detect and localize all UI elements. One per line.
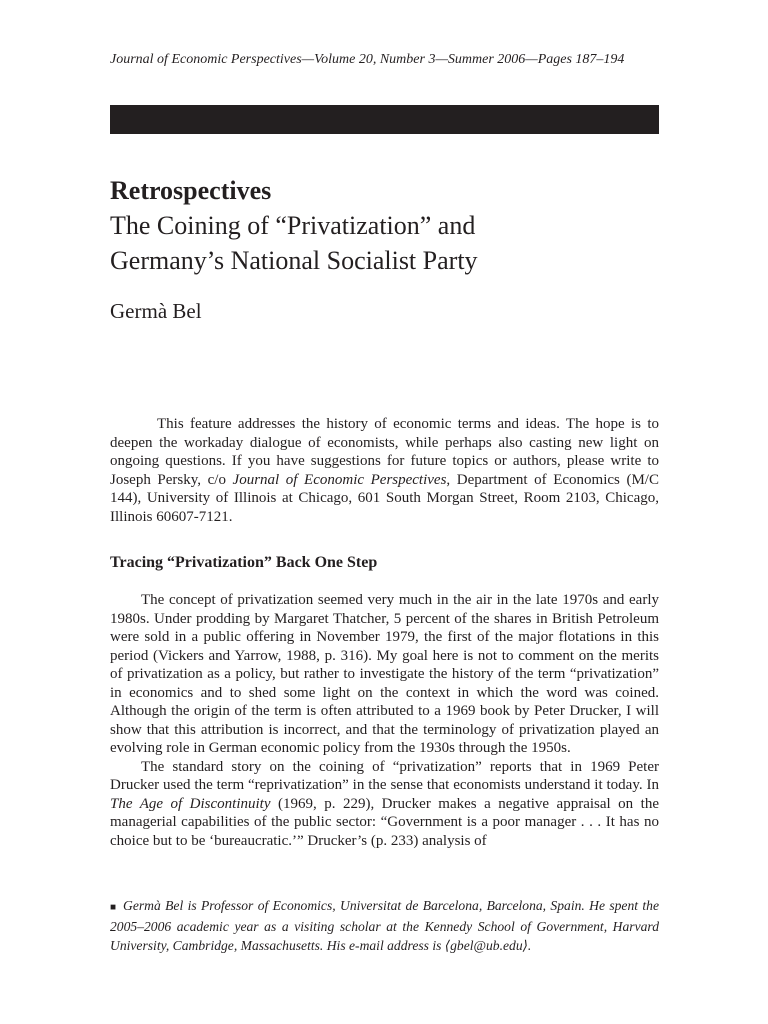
body-paragraph-2 <box>110 758 659 851</box>
intro-text-part-2: , Department of Economics (M/C 144), University of Illinois at Chicago, 601 South Morgan Street, Room 2103, Chicago, Illinois 60607-7121. <box>110 471 659 525</box>
paragraph-2-part-1: The standard story on the coining of “privatization” reports that in 1969 Peter Drucker used the term “reprivatization” in the sense that economists understand it today. In <box>110 758 659 793</box>
book-title: The Age of Discontinuity <box>110 795 271 812</box>
running-head: Journal of Economic Perspectives—Volume 20, Number 3—Summer 2006—Pages 187–194 <box>110 52 625 67</box>
section-heading: Tracing “Privatization” Back One Step <box>110 554 378 571</box>
author-name: Germà Bel <box>110 299 202 323</box>
feature-introduction <box>110 415 659 526</box>
footnote-text: Germà Bel is Professor of Economics, Universitat de Barcelona, Barcelona, Spain. He spent the 2005–2006 academic year as a visiting scholar at the Kennedy School of Government, Harvard University, Cambridge, Massachusetts. His e-mail address is ⟨gbel@ub.edu⟩. <box>110 898 659 953</box>
body-text <box>110 591 659 850</box>
author-footnote <box>110 896 659 955</box>
paragraph-2-part-2: (1969, p. 229), Drucker makes a negative appraisal on the managerial capabilities of the public sector: “Government is a poor manager . . . It has no choice but to be ‘bureaucratic.’” Drucker’s (p. 233) analysis of <box>110 795 659 849</box>
column-name: Retrospectives <box>110 176 272 205</box>
intro-paragraph <box>110 415 659 526</box>
journal-name: Journal of Economic Perspectives <box>232 471 447 488</box>
header-bar <box>110 105 659 134</box>
article-title-line-2: Germany’s National Socialist Party <box>110 246 478 275</box>
intro-text-part-1: This feature addresses the history of economic terms and ideas. The hope is to deepen the workaday dialogue of economists, while perhaps also casting new light on ongoing questions. If you have suggestions for future topics or authors, please write to Joseph Persky, c/o <box>110 416 659 488</box>
footnote-marker: ■ <box>110 902 117 913</box>
title-block <box>110 174 670 278</box>
body-paragraph-1: The concept of privatization seemed very much in the air in the late 1970s and early 1980s. Under prodding by Margaret Thatcher, 5 percent of the shares in British Petroleum were sold in a public offering in November 1979, the first of the major flotations in this period (Vickers and Yarrow, 1988, p. 316). My goal here is not to comment on the merits of privatization as a policy, but rather to investigate the history of the term “privatization” in economics and to shed some light on the context in which the word was coined. Although the origin of the term is often attributed to a 1969 book by Peter Drucker, I will show that this attribution is incorrect, and that the terminology of privatization played an evolving role in German economic policy from the 1930s through the 1950s. <box>110 592 659 756</box>
article-title-line-1: The Coining of “Privatization” and <box>110 211 476 240</box>
